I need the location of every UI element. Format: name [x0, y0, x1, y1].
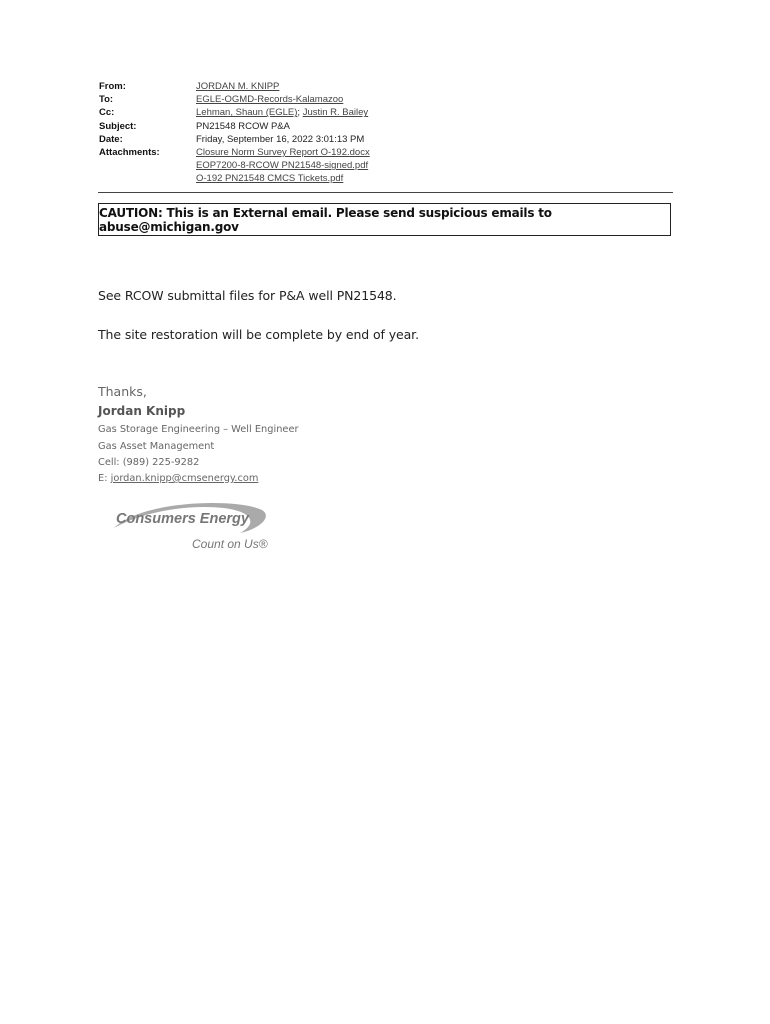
signature-name: Jordan Knipp — [98, 404, 186, 418]
email-header — [99, 80, 673, 186]
sign-off: Thanks, — [98, 384, 147, 399]
caution-banner — [98, 203, 671, 236]
signature-title: Gas Storage Engineering – Well Engineer — [98, 424, 299, 435]
caution-text: CAUTION: This is an External email. Please send suspicious emails to abuse@michigan.gov — [99, 205, 552, 234]
email-link[interactable]: jordan.knipp@cmsenergy.com — [110, 473, 259, 484]
attachment-link[interactable]: Closure Norm Survey Report O-192.docx — [196, 147, 370, 159]
cc-row — [99, 106, 673, 119]
subject-label: Subject: — [99, 120, 137, 132]
cc-separator: ; — [297, 107, 303, 119]
subject-row — [99, 120, 673, 133]
attachments-label: Attachments: — [99, 147, 160, 159]
logo-brand-text: Consumers Energy — [116, 511, 249, 527]
email-prefix: E: — [98, 473, 111, 484]
subject-value: PN21548 RCOW P&A — [196, 120, 290, 132]
body-line-1: See RCOW submittal files for P&A well PN21548. — [98, 288, 397, 303]
from-label: From: — [99, 81, 126, 92]
date-row — [99, 133, 673, 146]
to-link[interactable]: EGLE-OGMD-Records-Kalamazoo — [196, 94, 344, 106]
to-row — [99, 93, 673, 106]
from-link[interactable]: JORDAN M. KNIPP — [196, 81, 280, 92]
consumers-energy-logo — [112, 498, 272, 554]
date-label: Date: — [99, 133, 123, 145]
logo-tagline-text: Count on Us® — [192, 537, 268, 551]
cc-label: Cc: — [99, 107, 115, 119]
attachments-row — [99, 146, 673, 186]
signature-dept: Gas Asset Management — [98, 441, 215, 452]
signature-email-line — [98, 473, 258, 484]
cc-link-2[interactable]: Justin R. Bailey — [302, 107, 369, 119]
body-line-2: The site restoration will be complete by end of year. — [98, 327, 419, 342]
cc-link-1[interactable]: Lehman, Shaun (EGLE) — [196, 107, 298, 119]
attachment-link[interactable]: EOP7200-8-RCOW PN21548-signed.pdf — [196, 160, 369, 172]
attachment-link[interactable]: O-192 PN21548 CMCS Tickets.pdf — [196, 173, 344, 185]
header-divider — [98, 192, 673, 193]
to-label: To: — [99, 94, 114, 106]
signature-cell: Cell: (989) 225-9282 — [98, 457, 200, 468]
date-value: Friday, September 16, 2022 3:01:13 PM — [196, 133, 365, 145]
from-row — [99, 80, 673, 93]
